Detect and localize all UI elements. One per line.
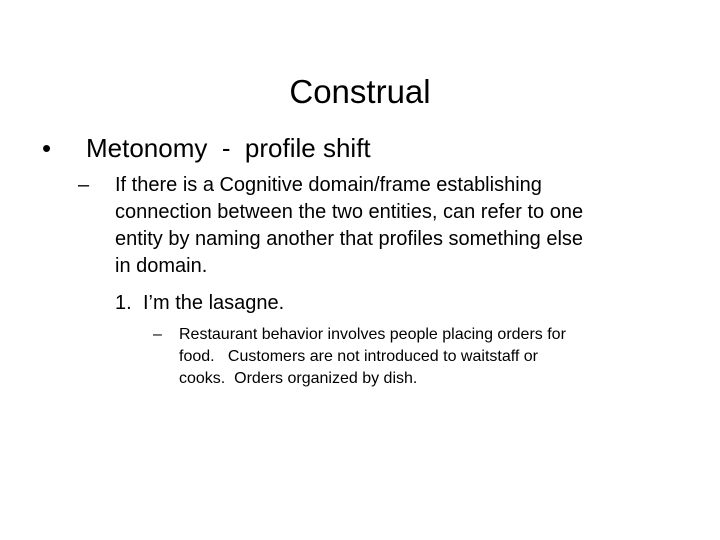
slide-title: Construal [289,73,431,110]
bullet-level2-text [115,172,695,280]
text-line: food. Customers are not introduced to waitstaff or [179,348,538,365]
dash-marker-icon: – [78,174,90,196]
bullet-level3-text [179,324,669,390]
dash-marker-icon: – [153,326,162,343]
text-line: entity by naming another that profiles something else [115,228,584,250]
bullet-marker-icon: • [42,133,52,163]
text-line: If there is a Cognitive domain/frame establishing [115,174,542,196]
numbered-item-text: I’m the lasagne. [143,292,285,314]
bullet-level1-text: Metonomy - profile shift [86,133,371,163]
list-number: 1. [115,292,132,314]
numbered-item [115,290,284,317]
text-line: Restaurant behavior involves people placing orders for [179,326,566,343]
text-line: connection between the two entities, can refer to one [115,201,584,223]
text-line: cooks. Orders organized by dish. [179,370,418,387]
text-line: in domain. [115,255,208,277]
